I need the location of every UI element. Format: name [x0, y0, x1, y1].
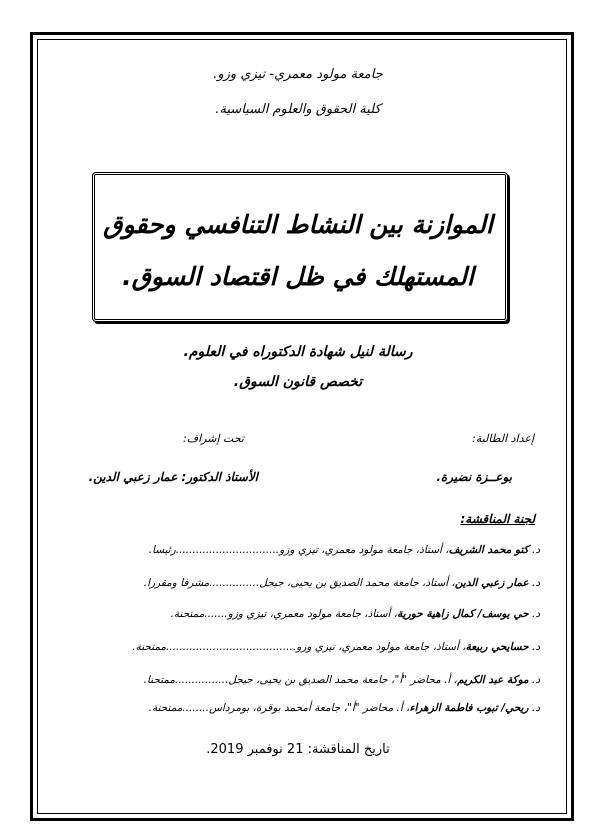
member-name: حسايحي ربيعة — [465, 641, 529, 653]
committee-member: د. عمار زعبي الدين، أستاذ، جامعة محمد الصديق بن يحيى، جيجل...............مشرفا ومقررا. — [143, 577, 540, 589]
committee-member: د. كتو محمد الشريف، أستاذ، جامعة مولود معمري، تيزي وزو...............................رئيسا. — [148, 544, 540, 556]
committee-member: د. ريحي/ تبوب فاطمة الزهراء، أ. محاضر "أ"، جامعة أمحمد بوقرة، بومرداس........ممتحنة. — [148, 702, 540, 714]
member-name: موكة عبد الكريم — [457, 674, 529, 686]
title-box — [92, 172, 508, 322]
student-label: إعداد الطالبة: — [472, 432, 534, 445]
thesis-title-line-2: المستهلك في ظل اقتصاد السوق. — [122, 262, 474, 291]
supervisor-name: الأستاذ الدكتور: عمار زعبي الدين. — [88, 470, 258, 484]
thesis-title-line-1: الموازنة بين النشاط التنافسي وحقوق — [103, 210, 493, 239]
student-name: بوعــزة نضيرة. — [436, 470, 512, 484]
defense-date: تاريخ المناقشة: 21 نوفمبر 2019. — [206, 742, 390, 757]
university-name: جامعة مولود معمري- تيزي وزو. — [213, 67, 383, 82]
faculty-name: كلية الحقوق والعلوم السياسية. — [215, 102, 381, 117]
supervisor-label: تحت إشراف: — [183, 432, 244, 445]
thesis-statement: رسالة لنيل شهادة الدكتوراه في العلوم. — [183, 344, 413, 360]
member-name: كتو محمد الشريف — [448, 544, 529, 556]
member-name: حي يوسف/ كمال زاهية حورية — [397, 608, 529, 620]
member-name: عمار زعبي الدين — [454, 577, 529, 589]
committee-member: د. حي يوسف/ كمال زاهية حورية، أستاذ، جامعة مولود معمري، تيزي وزو.......ممتحنة. — [170, 608, 540, 620]
page-border-inner — [37, 39, 567, 814]
specialty: تخصص قانون السوق. — [233, 374, 363, 390]
committee-member: د. حسايحي ربيعة، أستاذ، جامعة مولود معمري، تيزي وزو.......................................ممتحنة. — [132, 641, 540, 653]
committee-title: لجنة المناقشة: — [460, 512, 535, 526]
committee-member: د. موكة عبد الكريم، أ. محاضر "أ"، جامعة محمد الصديق بن يحيى، جيجل................ممتحنا. — [143, 674, 540, 686]
member-name: ريحي/ تبوب فاطمة الزهراء — [409, 702, 529, 714]
